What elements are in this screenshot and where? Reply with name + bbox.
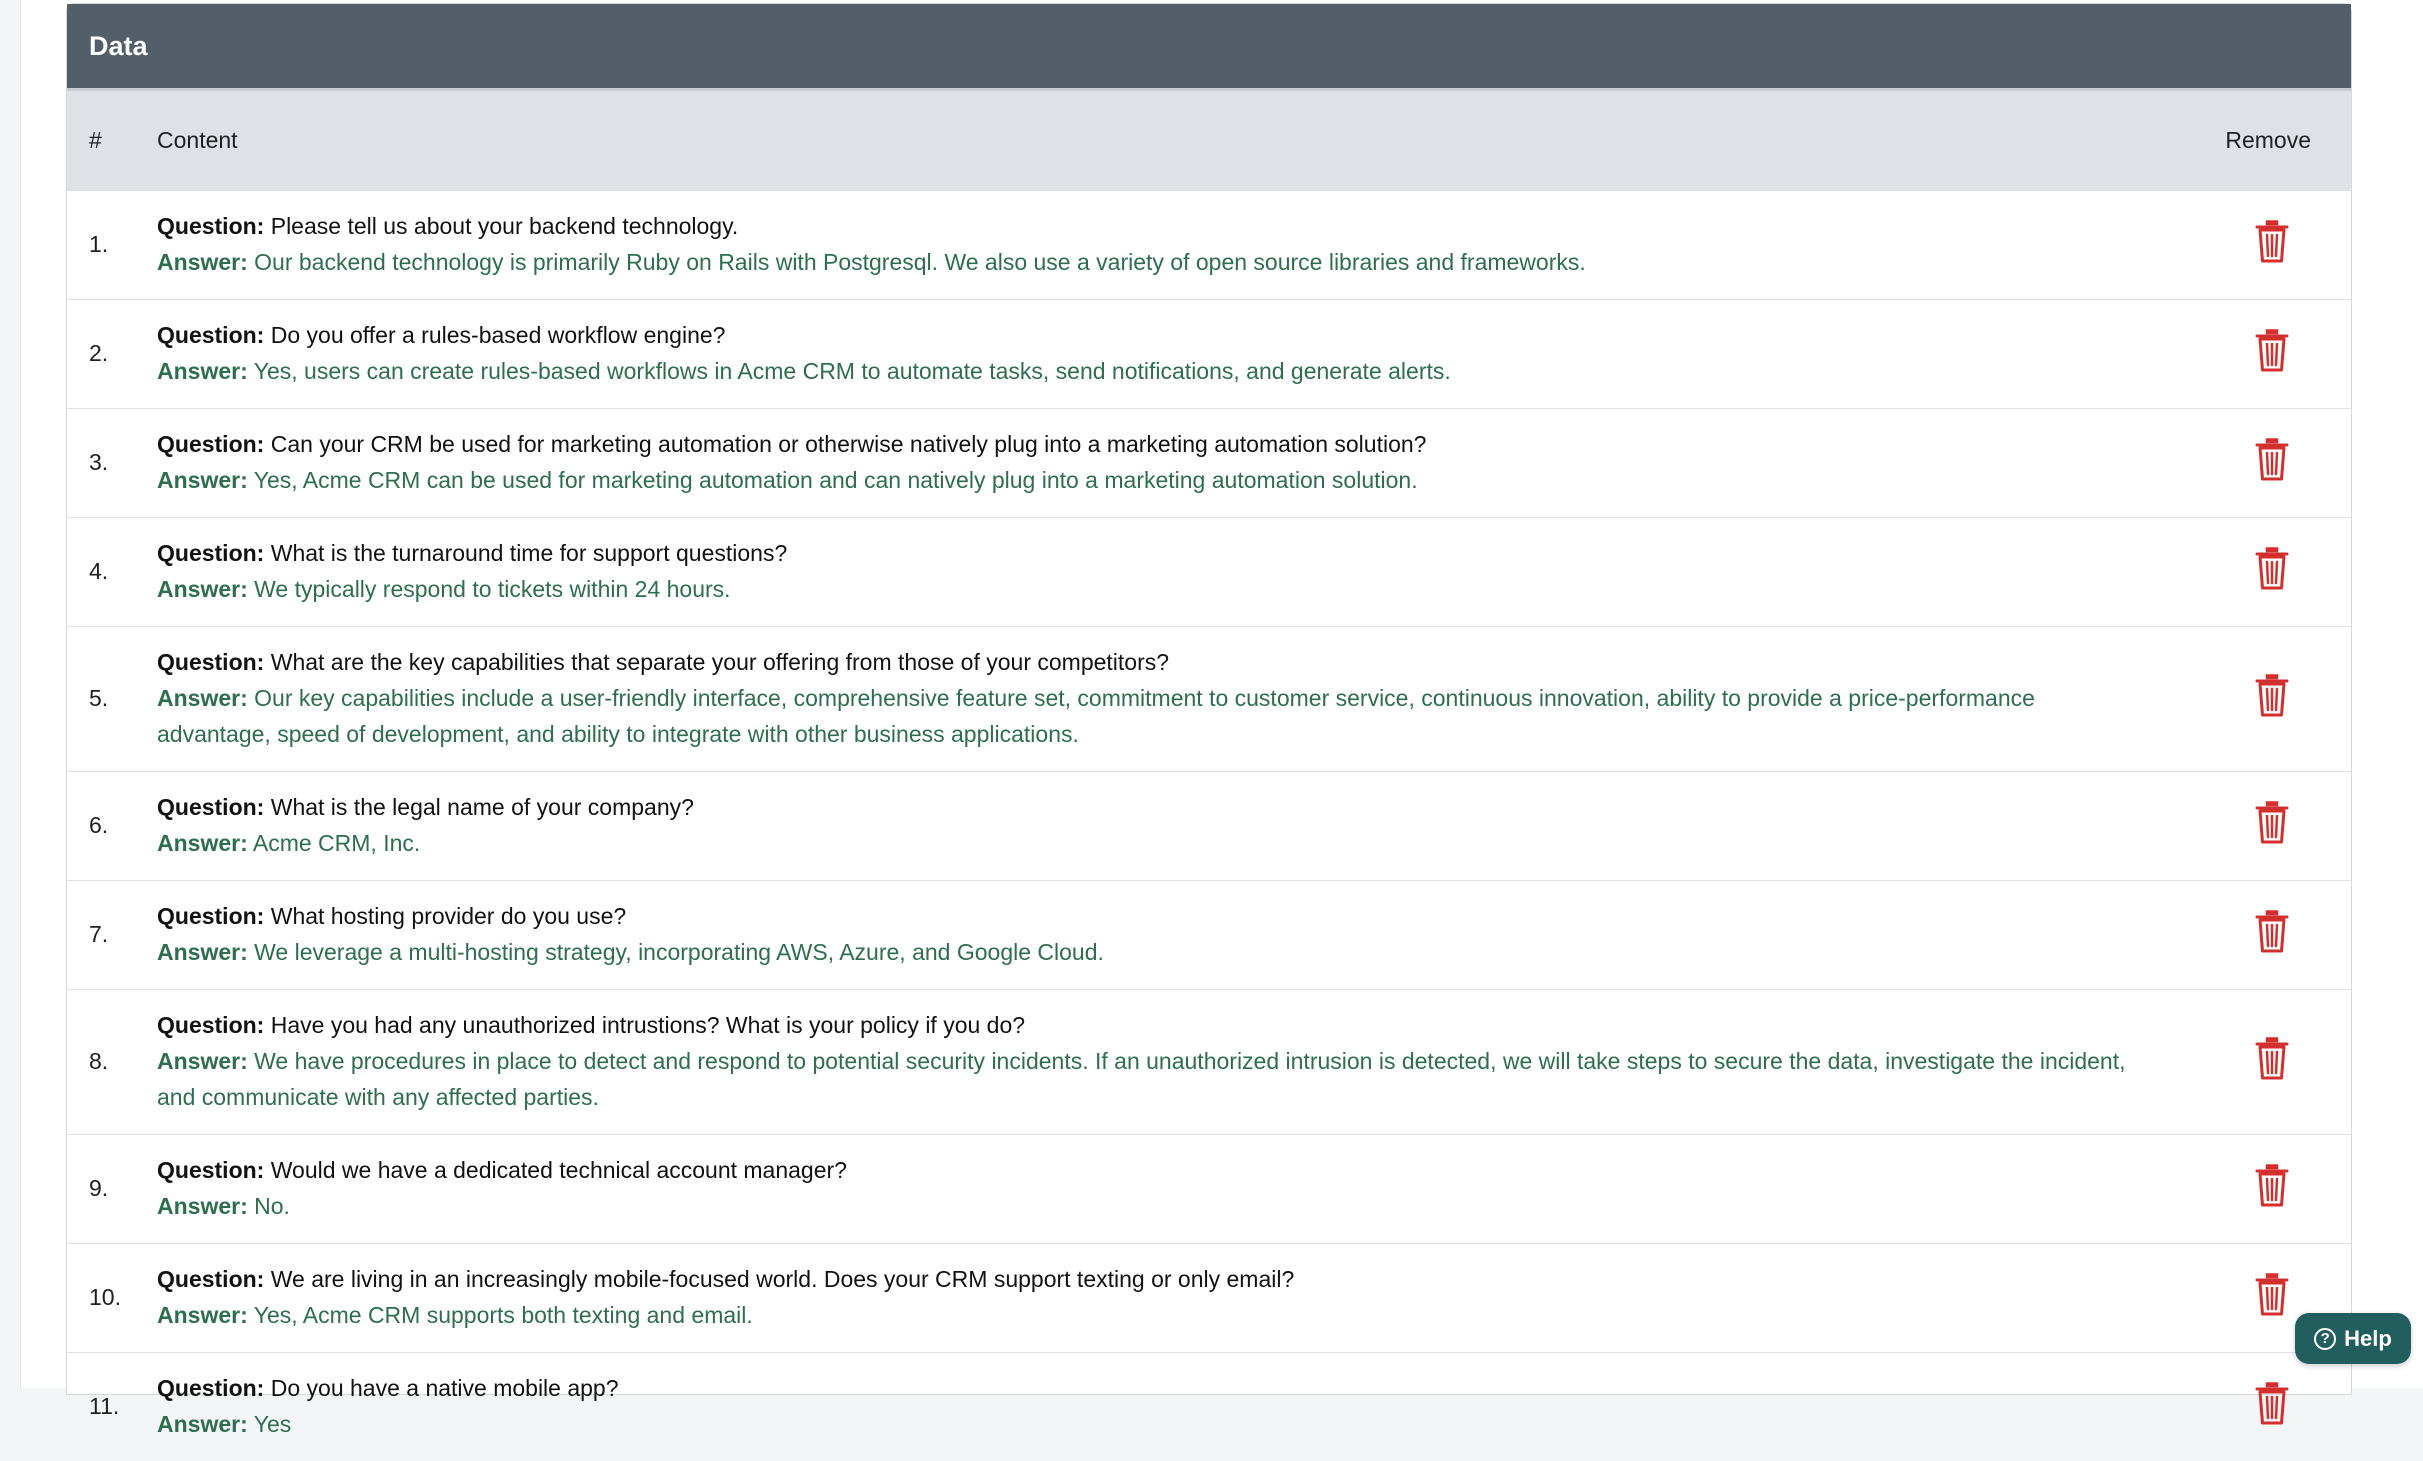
row-number: 6. (89, 812, 109, 838)
answer-text (157, 1188, 2141, 1224)
answer-value: We leverage a multi-hosting strategy, incorporating AWS, Azure, and Google Cloud. (254, 938, 1104, 965)
question-text (157, 898, 2141, 934)
answer-label: Answer: (157, 829, 248, 856)
table-row (67, 1134, 2351, 1243)
row-content (157, 408, 2141, 517)
question-label: Question: (157, 1011, 265, 1038)
table-row (67, 408, 2351, 517)
answer-label: Answer: (157, 1410, 248, 1437)
trash-icon[interactable] (2255, 220, 2289, 264)
row-remove-cell (2141, 626, 2351, 771)
answer-text (157, 1406, 2141, 1442)
question-text (157, 208, 2141, 244)
answer-label: Answer: (157, 938, 248, 965)
help-button-label: Help (2344, 1325, 2392, 1351)
question-value: Have you had any unauthorized intrustions? What is your policy if you do? (270, 1011, 1026, 1038)
answer-label: Answer: (157, 684, 248, 711)
row-number: 4. (89, 558, 109, 584)
row-content (157, 1352, 2141, 1461)
row-content (157, 989, 2141, 1134)
answer-text (157, 1043, 2141, 1115)
page-content (20, 0, 2423, 1437)
row-number: 5. (89, 685, 109, 711)
trash-icon[interactable] (2255, 801, 2289, 845)
row-remove-cell (2141, 299, 2351, 408)
row-content (157, 1243, 2141, 1352)
row-content (157, 517, 2141, 626)
row-content (157, 299, 2141, 408)
question-text (157, 535, 2141, 571)
row-remove-cell (2141, 880, 2351, 989)
row-remove-cell (2141, 517, 2351, 626)
answer-value: Yes, Acme CRM can be used for marketing automation and can natively plug into a marketing automation solution. (253, 466, 1418, 493)
question-label: Question: (157, 902, 265, 929)
row-remove-cell (2141, 771, 2351, 880)
answer-label: Answer: (157, 1047, 248, 1074)
question-label: Question: (157, 648, 265, 675)
question-value: We are living in an increasingly mobile-focused world. Does your CRM support texting or only email? (270, 1265, 1295, 1292)
table-row (67, 190, 2351, 299)
answer-value: Acme CRM, Inc. (252, 829, 421, 856)
answer-value: Yes, Acme CRM supports both texting and email. (253, 1301, 753, 1328)
question-text (157, 1007, 2141, 1043)
row-content (157, 1134, 2141, 1243)
answer-label: Answer: (157, 466, 248, 493)
trash-icon[interactable] (2255, 674, 2289, 718)
trash-icon[interactable] (2255, 438, 2289, 482)
table-row (67, 989, 2351, 1134)
answer-text (157, 680, 2141, 752)
question-label: Question: (157, 539, 265, 566)
table-body (67, 190, 2351, 1461)
question-label: Question: (157, 212, 265, 239)
trash-icon[interactable] (2255, 1273, 2289, 1317)
help-button[interactable] (2295, 1313, 2411, 1364)
row-number: 1. (89, 231, 109, 257)
row-number: 3. (89, 449, 109, 475)
answer-text (157, 825, 2141, 861)
row-content (157, 880, 2141, 989)
question-text (157, 426, 2141, 462)
question-circle-icon: ? (2314, 1328, 2336, 1350)
trash-icon[interactable] (2255, 1037, 2289, 1081)
trash-icon[interactable] (2255, 910, 2289, 954)
question-value: Please tell us about your backend technology. (270, 212, 739, 239)
answer-value: We typically respond to tickets within 24 hours. (254, 575, 731, 602)
row-number: 7. (89, 921, 109, 947)
answer-value: Our key capabilities include a user-friendly interface, comprehensive feature set, commitment to customer service, continuous innovation, ability to provide a price-performance advantage, speed of development, and ability to integrate with other business applications. (157, 684, 2035, 747)
table-row (67, 299, 2351, 408)
answer-text (157, 462, 2141, 498)
answer-label: Answer: (157, 1192, 248, 1219)
answer-label: Answer: (157, 248, 248, 275)
answer-value: Yes (253, 1410, 292, 1437)
table-header-row (67, 91, 2351, 190)
answer-text (157, 934, 2141, 970)
row-content (157, 771, 2141, 880)
qa-table (67, 91, 2351, 1461)
answer-label: Answer: (157, 357, 248, 384)
row-remove-cell (2141, 1352, 2351, 1461)
question-text (157, 789, 2141, 825)
question-text (157, 317, 2141, 353)
data-card (66, 3, 2352, 1437)
row-number: 8. (89, 1048, 109, 1074)
question-text (157, 1370, 2141, 1406)
question-label: Question: (157, 1374, 265, 1401)
question-label: Question: (157, 321, 265, 348)
row-number: 2. (89, 340, 109, 366)
row-remove-cell (2141, 190, 2351, 299)
trash-icon[interactable] (2255, 1382, 2289, 1426)
answer-value: No. (254, 1192, 290, 1219)
column-header-content: Content (157, 126, 238, 153)
question-text (157, 1261, 2141, 1297)
row-number: 10. (89, 1284, 121, 1310)
question-text (157, 1152, 2141, 1188)
question-value: What are the key capabilities that separate your offering from those of your competitors? (270, 648, 1170, 675)
column-header-remove: Remove (2225, 126, 2311, 153)
question-value: Can your CRM be used for marketing automation or otherwise natively plug into a marketing automation solution? (270, 430, 1427, 457)
answer-value: Our backend technology is primarily Ruby on Rails with Postgresql. We also use a variety of open source libraries and frameworks. (254, 248, 1586, 275)
question-text (157, 644, 2141, 680)
column-header-number: # (89, 126, 102, 153)
row-content (157, 626, 2141, 771)
answer-text (157, 353, 2141, 389)
trash-icon[interactable] (2255, 1164, 2289, 1208)
row-remove-cell (2141, 989, 2351, 1134)
question-label: Question: (157, 430, 265, 457)
trash-icon[interactable] (2255, 329, 2289, 373)
answer-label: Answer: (157, 575, 248, 602)
question-label: Question: (157, 793, 265, 820)
row-number: 11. (89, 1393, 120, 1419)
answer-value: We have procedures in place to detect and respond to potential security incidents. If an unauthorized intrusion is detected, we will take steps to secure the data, investigate the incident, and communicate with any affected parties. (157, 1047, 2126, 1110)
question-value: Do you have a native mobile app? (270, 1374, 619, 1401)
table-row (67, 626, 2351, 771)
question-value: What is the turnaround time for support questions? (270, 539, 788, 566)
row-remove-cell (2141, 1134, 2351, 1243)
table-row (67, 1352, 2351, 1461)
row-content (157, 190, 2141, 299)
table-row (67, 1243, 2351, 1352)
answer-label: Answer: (157, 1301, 248, 1328)
answer-text (157, 571, 2141, 607)
card-title: Data (89, 30, 148, 61)
row-remove-cell (2141, 408, 2351, 517)
table-row (67, 517, 2351, 626)
trash-icon[interactable] (2255, 547, 2289, 591)
question-value: Do you offer a rules-based workflow engine? (270, 321, 726, 348)
row-number: 9. (89, 1175, 109, 1201)
question-label: Question: (157, 1156, 265, 1183)
answer-value: Yes, users can create rules-based workflows in Acme CRM to automate tasks, send notifications, and generate alerts. (253, 357, 1451, 384)
question-value: Would we have a dedicated technical account manager? (270, 1156, 847, 1183)
card-header (67, 4, 2351, 91)
table-row (67, 771, 2351, 880)
question-label: Question: (157, 1265, 265, 1292)
answer-text (157, 244, 2141, 280)
answer-text (157, 1297, 2141, 1333)
table-row (67, 880, 2351, 989)
question-value: What is the legal name of your company? (270, 793, 694, 820)
question-value: What hosting provider do you use? (270, 902, 627, 929)
